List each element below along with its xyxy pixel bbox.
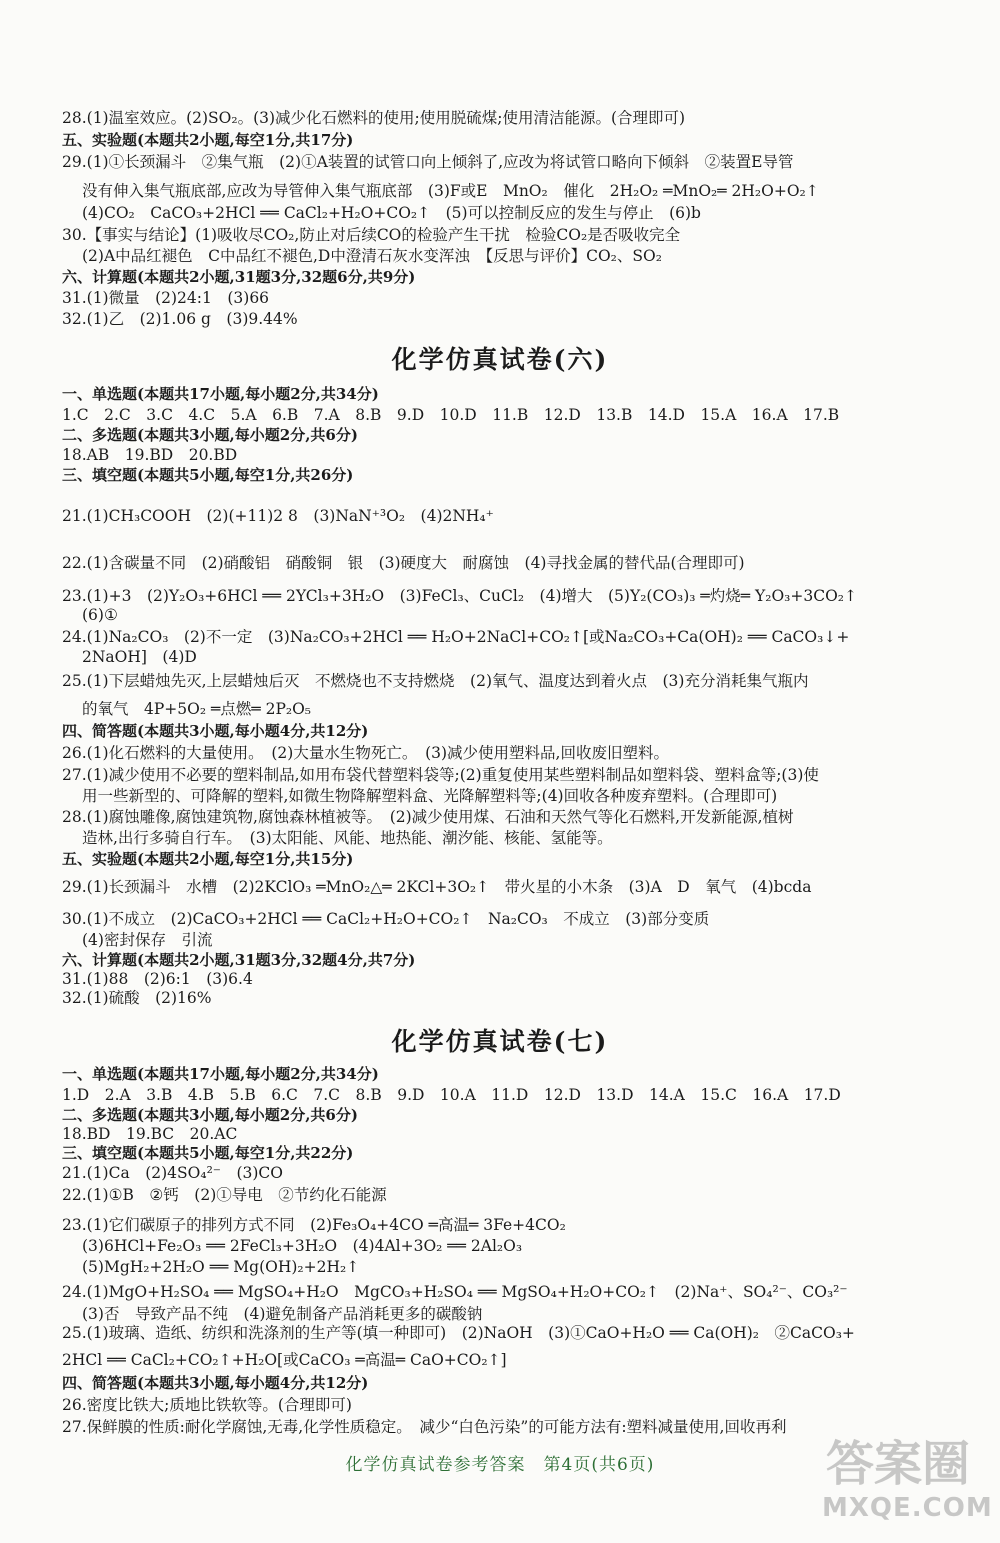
answer-line: 26.密度比铁大;质地比铁软等。(合理即可) (62, 1396, 352, 1414)
answer-line: 31.(1)微量 (2)24:1 (3)66 (62, 289, 270, 307)
answer-line: 21.(1)Ca (2)4SO₄²⁻ (3)CO (62, 1164, 283, 1182)
answer-line: 30.(1)不成立 (2)CaCO₃+2HCl ══ CaCl₂+H₂O+CO₂↑ Na₂CO₃ 不成立 (3)部分变质 (62, 910, 710, 928)
answer-line: 29.(1)长颈漏斗 水槽 (2)2KClO₃ ═MnO₂△═ 2KCl+3O₂↑ 带火星的小木条 (3)A D 氧气 (4)bcda (62, 878, 812, 896)
answer-line: 24.(1)MgO+H₂SO₄ ══ MgSO₄+H₂O MgCO₃+H₂SO₄ ══ MgSO₄+H₂O+CO₂↑ (2)Na⁺、SO₄²⁻、CO₃²⁻ (62, 1283, 848, 1301)
answer-line: 32.(1)乙 (2)1.06 g (3)9.44% (62, 310, 298, 328)
answer-line: 32.(1)硫酸 (2)16% (62, 989, 212, 1007)
section-heading: 二、多选题(本题共3小题,每小题2分,共6分) (62, 426, 358, 444)
answer-line: 26.(1)化石燃料的大量使用。 (2)大量水生物死亡。 (3)减少使用塑料品,回收废旧塑料。 (62, 744, 669, 762)
watermark-url: MXQE.COM (822, 1493, 993, 1523)
answer-line: 25.(1)下层蜡烛先灭,上层蜡烛后灭 不燃烧也不支持燃烧 (2)氧气、温度达到着火点 (3)充分消耗集气瓶内 (62, 672, 809, 690)
page-footer: 化学仿真试卷参考答案 第4页(共6页) (345, 1455, 655, 1475)
answer-line: 的氧气 4P+5O₂ ═点燃═ 2P₂O₅ (82, 700, 312, 718)
answer-line: 24.(1)Na₂CO₃ (2)不一定 (3)Na₂CO₃+2HCl ══ H₂O+2NaCl+CO₂↑[或Na₂CO₃+Ca(OH)₂ ══ CaCO₃↓+ (62, 628, 850, 646)
answer-line: (2)A中品红褪色 C中品红不褪色,D中澄清石灰水变浑浊 【反思与评价】CO₂、SO₂ (82, 247, 662, 265)
answer-line: 27.保鲜膜的性质:耐化学腐蚀,无毒,化学性质稳定。 减少“白色污染”的可能方法有:塑料减量使用,回收再利 (62, 1418, 787, 1436)
answer-line: (4)密封保存 引流 (82, 931, 213, 949)
answer-line: 27.(1)减少使用不必要的塑料制品,如用布袋代替塑料袋等;(2)重复使用某些塑料制品如塑料袋、塑料盒等;(3)使 (62, 766, 819, 784)
answer-line: 21.(1)CH₃COOH (2)(+11)2 8 (3)NaN⁺³O₂ (4)2NH₄⁺ (62, 507, 494, 525)
answer-line: (3)否 导致产品不纯 (4)避免制备产品消耗更多的碳酸钠 (82, 1305, 483, 1323)
answer-line: (5)MgH₂+2H₂O ══ Mg(OH)₂+2H₂↑ (82, 1258, 360, 1276)
answer-line: (3)6HCl+Fe₂O₃ ══ 2FeCl₃+3H₂O (4)4Al+3O₂ ══ 2Al₂O₃ (82, 1237, 523, 1255)
section-heading: 六、计算题(本题共2小题,31题3分,32题6分,共9分) (62, 268, 416, 286)
section-heading: 二、多选题(本题共3小题,每小题2分,共6分) (62, 1106, 358, 1124)
answer-line: 用一些新型的、可降解的塑料,如微生物降解塑料盒、光降解塑料等;(4)回收各种废弃塑料。(合理即可) (82, 787, 778, 805)
answer-line: 28.(1)腐蚀雕像,腐蚀建筑物,腐蚀森林植被等。 (2)减少使用煤、石油和天然气等化石燃料,开发新能源,植树 (62, 808, 794, 826)
section-heading: 四、简答题(本题共3小题,每小题4分,共12分) (62, 722, 369, 740)
section-heading: 一、单选题(本题共17小题,每小题2分,共34分) (62, 385, 379, 403)
exam-title: 化学仿真试卷(六) (391, 345, 609, 374)
answer-line: 2NaOH] (4)D (82, 648, 197, 666)
answer-line: 22.(1)含碳量不同 (2)硝酸铝 硝酸铜 银 (3)硬度大 耐腐蚀 (4)寻找金属的替代品(合理即可) (62, 554, 745, 572)
answer-line: 18.BD 19.BC 20.AC (62, 1125, 238, 1143)
answer-line: (4)CO₂ CaCO₃+2HCl ══ CaCl₂+H₂O+CO₂↑ (5)可以控制反应的发生与停止 (6)b (82, 204, 701, 222)
answer-line: 没有伸入集气瓶底部,应改为导管伸入集气瓶底部 (3)F或E MnO₂ 催化 2H₂O₂ ═MnO₂═ 2H₂O+O₂↑ (82, 182, 819, 200)
answer-line: 1.C 2.C 3.C 4.C 5.A 6.B 7.A 8.B 9.D 10.D 11.B 12.D 13.B 14.D 15.A 16.A 17.B (62, 406, 840, 424)
answer-line: 23.(1)它们碳原子的排列方式不同 (2)Fe₃O₄+4CO ═高温═ 3Fe+4CO₂ (62, 1216, 566, 1234)
answer-line: 29.(1)①长颈漏斗 ②集气瓶 (2)①A装置的试管口向上倾斜了,应改为将试管口略向下倾斜 ②装置E导管 (62, 153, 794, 171)
watermark-logo (816, 1419, 993, 1529)
section-heading: 四、简答题(本题共3小题,每小题4分,共12分) (62, 1374, 369, 1392)
answer-line: 22.(1)①B ②钙 (2)①导电 ②节约化石能源 (62, 1186, 387, 1204)
answer-line: 造林,出行多骑自行车。 (3)太阳能、风能、地热能、潮汐能、核能、氢能等。 (82, 829, 613, 847)
section-heading: 三、填空题(本题共5小题,每空1分,共22分) (62, 1144, 354, 1162)
section-heading: 六、计算题(本题共2小题,31题3分,32题4分,共7分) (62, 951, 416, 969)
section-heading: 一、单选题(本题共17小题,每小题2分,共34分) (62, 1065, 379, 1083)
answer-line: (6)① (82, 606, 118, 624)
answer-line: 2HCl ══ CaCl₂+CO₂↑+H₂O[或CaCO₃ ═高温═ CaO+CO₂↑] (62, 1351, 507, 1369)
answer-line: 18.AB 19.BD 20.BD (62, 446, 238, 464)
answer-line: 30.【事实与结论】(1)吸收尽CO₂,防止对后续CO的检验产生干扰 检验CO₂是否吸收完全 (62, 226, 681, 244)
watermark-text: 答案圈 (826, 1436, 971, 1492)
section-heading: 五、实验题(本题共2小题,每空1分,共15分) (62, 850, 354, 868)
answer-line: 25.(1)玻璃、造纸、纺织和洗涤剂的生产等(填一种即可) (2)NaOH (3)①CaO+H₂O ══ Ca(OH)₂ ②CaCO₃+ (62, 1324, 855, 1342)
answer-line: 23.(1)+3 (2)Y₂O₃+6HCl ══ 2YCl₃+3H₂O (3)FeCl₃、CuCl₂ (4)增大 (5)Y₂(CO₃)₃ ═灼烧═ Y₂O₃+3CO₂↑ (62, 587, 858, 605)
answer-line: 31.(1)88 (2)6:1 (3)6.4 (62, 970, 253, 988)
exam-title: 化学仿真试卷(七) (391, 1027, 609, 1056)
answer-line: 1.D 2.A 3.B 4.B 5.B 6.C 7.C 8.B 9.D 10.A 11.D 12.D 13.D 14.A 15.C 16.A 17.D (62, 1086, 841, 1104)
section-heading: 五、实验题(本题共2小题,每空1分,共17分) (62, 131, 354, 149)
answer-line: 28.(1)温室效应。(2)SO₂。(3)减少化石燃料的使用;使用脱硫煤;使用清洁能源。(合理即可) (62, 109, 686, 127)
section-heading: 三、填空题(本题共5小题,每空1分,共26分) (62, 466, 354, 484)
